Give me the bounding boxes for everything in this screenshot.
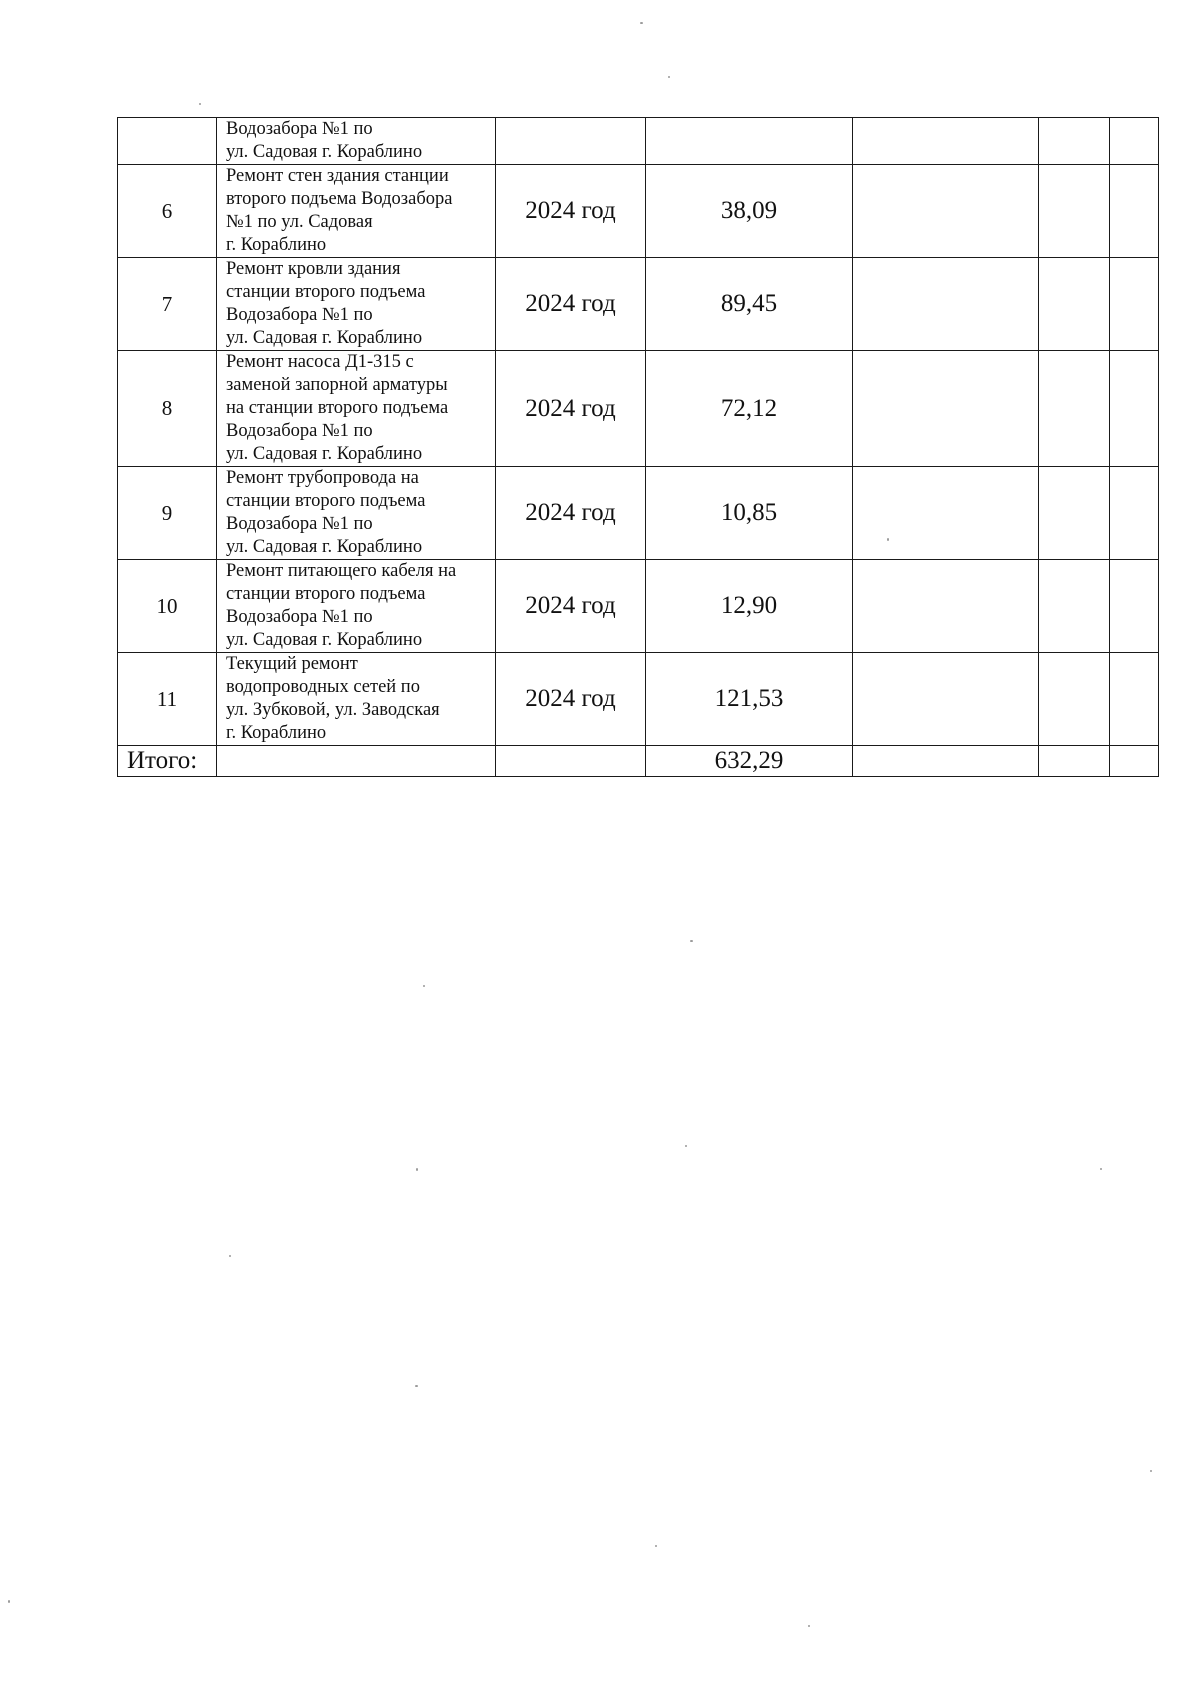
cell-num: 10 [118, 560, 217, 653]
name-line: Водозабора №1 по [226, 514, 373, 534]
name-line: водопроводных сетей по [226, 677, 420, 697]
table-row [118, 560, 1159, 653]
cell-year: 2024 год [496, 467, 646, 560]
works-table [117, 117, 1159, 777]
name-line: г. Кораблино [226, 235, 327, 255]
name-line: Ремонт питающего кабеля на [226, 561, 457, 581]
name-line: ул. Садовая г. Кораблино [226, 444, 423, 464]
cell-empty [1110, 351, 1159, 467]
name-line: Текущий ремонт [226, 654, 358, 674]
cell-year: 2024 год [496, 653, 646, 746]
cell-sum [646, 118, 853, 165]
cell-name [217, 467, 496, 560]
cell-num: 9 [118, 467, 217, 560]
cell-name [217, 118, 496, 165]
cell-year: 2024 год [496, 560, 646, 653]
table-row [118, 653, 1159, 746]
name-line: Водозабора №1 по [226, 421, 373, 441]
total-sum: 632,29 [646, 746, 853, 777]
cell-empty [1039, 653, 1110, 746]
cell-empty [496, 746, 646, 777]
cell-empty [853, 165, 1039, 258]
name-line: Водозабора №1 по [226, 119, 373, 139]
cell-year: 2024 год [496, 258, 646, 351]
cell-empty [853, 560, 1039, 653]
cell-year [496, 118, 646, 165]
cell-empty [1039, 258, 1110, 351]
cell-num: 6 [118, 165, 217, 258]
cell-empty [1110, 746, 1159, 777]
name-line: заменой запорной арматуры [226, 375, 448, 395]
name-line: Водозабора №1 по [226, 607, 373, 627]
name-line: второго подъема Водозабора [226, 189, 453, 209]
cell-name [217, 351, 496, 467]
name-line: ул. Садовая г. Кораблино [226, 328, 423, 348]
cell-empty [1110, 560, 1159, 653]
cell-empty [1110, 118, 1159, 165]
cell-sum: 89,45 [646, 258, 853, 351]
cell-empty [1039, 351, 1110, 467]
name-line: станции второго подъема [226, 491, 426, 511]
cell-name [217, 560, 496, 653]
name-line: №1 по ул. Садовая [226, 212, 373, 232]
cell-empty [1039, 560, 1110, 653]
table-row [118, 351, 1159, 467]
cell-sum: 38,09 [646, 165, 853, 258]
cell-sum: 12,90 [646, 560, 853, 653]
cell-num [118, 118, 217, 165]
cell-empty [1039, 118, 1110, 165]
name-line: станции второго подъема [226, 282, 426, 302]
cell-empty [853, 653, 1039, 746]
cell-sum: 10,85 [646, 467, 853, 560]
name-line: ул. Садовая г. Кораблино [226, 142, 423, 162]
name-line: на станции второго подъема [226, 398, 449, 418]
table-row [118, 467, 1159, 560]
cell-name [217, 653, 496, 746]
cell-num: 8 [118, 351, 217, 467]
cell-empty [1110, 467, 1159, 560]
name-line: Водозабора №1 по [226, 305, 373, 325]
cell-name [217, 165, 496, 258]
cell-empty [217, 746, 496, 777]
cell-empty [1110, 653, 1159, 746]
table-row-total [118, 746, 1159, 777]
name-line: г. Кораблино [226, 723, 327, 743]
cell-empty [1110, 165, 1159, 258]
cell-empty [853, 258, 1039, 351]
table-row-continuation [118, 118, 1159, 165]
name-line: Ремонт кровли здания [226, 259, 401, 279]
cell-sum: 72,12 [646, 351, 853, 467]
table-row [118, 258, 1159, 351]
cell-empty [1039, 165, 1110, 258]
table-row [118, 165, 1159, 258]
cell-empty [1110, 258, 1159, 351]
cell-num: 7 [118, 258, 217, 351]
cell-sum: 121,53 [646, 653, 853, 746]
cell-empty [853, 746, 1039, 777]
cell-year: 2024 год [496, 351, 646, 467]
cell-empty [853, 351, 1039, 467]
name-line: ул. Садовая г. Кораблино [226, 537, 423, 557]
name-line: ул. Зубковой, ул. Заводская [226, 700, 440, 720]
cell-empty [853, 118, 1039, 165]
name-line: Ремонт трубопровода на [226, 468, 419, 488]
name-line: Ремонт насоса Д1-315 с [226, 352, 414, 372]
cell-year: 2024 год [496, 165, 646, 258]
cell-empty [853, 467, 1039, 560]
total-label: Итого: [118, 746, 217, 777]
cell-empty [1039, 467, 1110, 560]
cell-num: 11 [118, 653, 217, 746]
cell-empty [1039, 746, 1110, 777]
name-line: ул. Садовая г. Кораблино [226, 630, 423, 650]
name-line: Ремонт стен здания станции [226, 166, 449, 186]
name-line: станции второго подъема [226, 584, 426, 604]
cell-name [217, 258, 496, 351]
